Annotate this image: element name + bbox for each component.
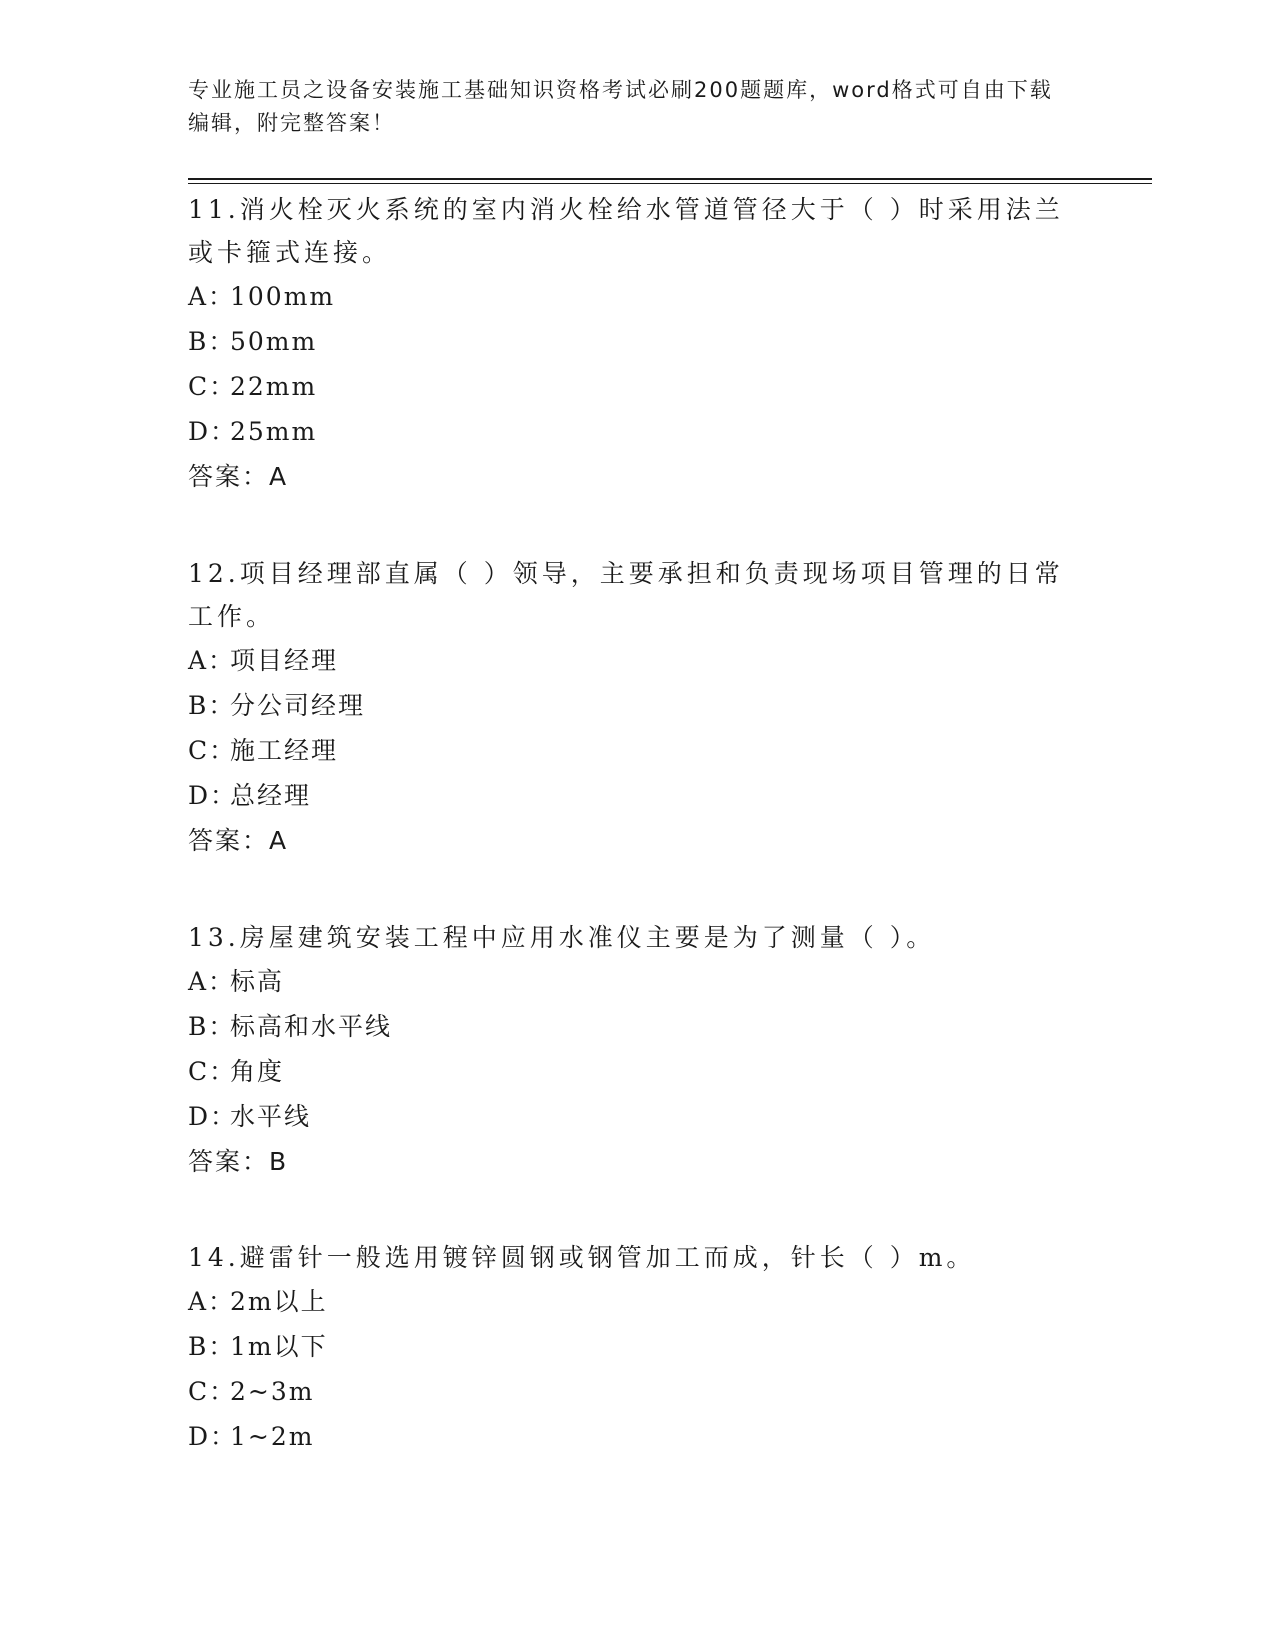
option-letter: A：: [188, 1287, 236, 1316]
question-11: [188, 188, 1068, 500]
question-stem: 14.避雷针一般选用镀锌圆钢或钢管加工而成，针长（ ）m。: [188, 1243, 976, 1272]
option-letter: D：: [188, 1422, 238, 1451]
option-letter: D：: [188, 417, 238, 446]
option-text: 22mm: [230, 372, 318, 401]
option-text: 标高: [230, 967, 285, 996]
option-c: [188, 1369, 1068, 1414]
option-text: 角度: [230, 1057, 285, 1086]
option-a: [188, 959, 1068, 1004]
option-text: 100mm: [230, 282, 336, 311]
option-text: 2~3m: [230, 1377, 315, 1406]
option-letter: A：: [188, 646, 236, 675]
option-text: 项目经理: [230, 646, 339, 675]
question-stem: 12.项目经理部直属（ ）领导，主要承担和负责现场项目管理的日常工作。: [188, 559, 1064, 631]
option-c: [188, 728, 1068, 773]
option-letter: C：: [188, 1057, 237, 1086]
option-text: 2m以上: [230, 1287, 328, 1316]
option-d: [188, 1414, 1068, 1459]
header-divider-thick: [188, 178, 1152, 180]
option-letter: D：: [188, 781, 238, 810]
option-letter: D：: [188, 1102, 238, 1131]
option-letter: B：: [188, 327, 236, 356]
answer-line: 答案：A: [188, 462, 289, 491]
question-14: [188, 1236, 1068, 1459]
option-text: 分公司经理: [230, 691, 366, 720]
option-c: [188, 1049, 1068, 1094]
option-letter: B：: [188, 1012, 236, 1041]
answer-line: 答案：A: [188, 826, 289, 855]
question-12: [188, 552, 1068, 864]
option-text: 25mm: [230, 417, 318, 446]
question-stem: 11.消火栓灭火系统的室内消火栓给水管道管径大于（ ）时采用法兰或卡箍式连接。: [188, 195, 1064, 267]
option-b: [188, 319, 1068, 364]
option-text: 施工经理: [230, 736, 339, 765]
option-text: 1~2m: [230, 1422, 315, 1451]
option-b: [188, 683, 1068, 728]
option-text: 总经理: [230, 781, 312, 810]
option-letter: C：: [188, 1377, 237, 1406]
option-text: 水平线: [230, 1102, 312, 1131]
question-stem: 13.房屋建筑安装工程中应用水准仪主要是为了测量（ ）。: [188, 923, 936, 952]
option-letter: B：: [188, 1332, 236, 1361]
option-b: [188, 1004, 1068, 1049]
option-a: [188, 638, 1068, 683]
option-d: [188, 409, 1068, 454]
option-d: [188, 1094, 1068, 1139]
option-text: 标高和水平线: [230, 1012, 393, 1041]
question-13: [188, 916, 1068, 1185]
option-a: [188, 274, 1068, 319]
option-text: 1m以下: [230, 1332, 328, 1361]
option-c: [188, 364, 1068, 409]
option-letter: B：: [188, 691, 236, 720]
option-letter: C：: [188, 736, 237, 765]
option-d: [188, 773, 1068, 818]
document-header: 专业施工员之设备安装施工基础知识资格考试必刷200题题库，word格式可自由下载编辑，附完整答案！: [188, 78, 1053, 135]
option-b: [188, 1324, 1068, 1369]
option-a: [188, 1279, 1068, 1324]
header-divider-thin: [188, 183, 1152, 184]
option-text: 50mm: [230, 327, 318, 356]
option-letter: A：: [188, 967, 236, 996]
option-letter: A：: [188, 282, 236, 311]
answer-line: 答案：B: [188, 1147, 289, 1176]
option-letter: C：: [188, 372, 237, 401]
